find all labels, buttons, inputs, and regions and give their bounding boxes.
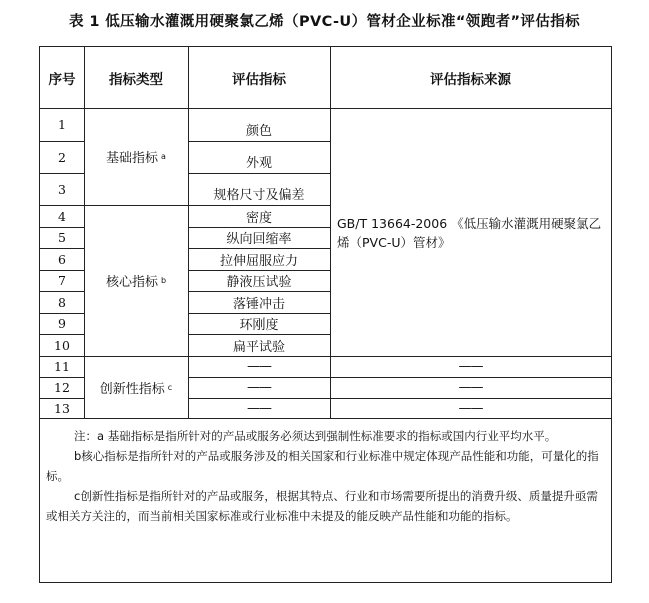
note-b: b核心指标是指所针对的产品或服务涉及的相关国家和行业标准中规定体现产品性能和功能，可量化的指标。 <box>46 449 599 483</box>
footnote-mark: c <box>167 382 173 392</box>
row-number: 13 <box>54 400 70 416</box>
row-number: 10 <box>54 337 70 353</box>
row-number: 6 <box>58 251 66 267</box>
indicator-item: 规格尺寸及偏差 <box>213 188 305 203</box>
row-number: 7 <box>58 273 66 288</box>
group-innovative <box>84 356 188 418</box>
row-number: 5 <box>58 230 66 245</box>
indicator-item: 密度 <box>245 210 272 226</box>
row-number: 12 <box>54 380 70 395</box>
indicator-placeholder: —— <box>247 359 271 374</box>
source-placeholder: —— <box>458 359 483 374</box>
source-standard: GB/T 13664-2006 《低压输水灌溉用硬聚氯乙烯（PVC-U）管材》 <box>337 216 602 250</box>
indicator-item: 扁平试验 <box>232 339 285 355</box>
group-label: 基础指标 <box>106 151 159 166</box>
indicator-placeholder: —— <box>247 400 271 416</box>
row-number: 8 <box>58 294 66 310</box>
row-number: 2 <box>58 149 66 165</box>
header-source: 评估指标来源 <box>430 71 511 88</box>
group-core <box>84 205 188 356</box>
notes-divider <box>40 418 611 419</box>
footnote-mark: b <box>160 276 167 285</box>
indicator-item: 落锤冲击 <box>232 296 285 312</box>
source-placeholder: —— <box>458 400 483 416</box>
note-c: c创新性指标是指所针对的产品或服务，根据其特点、行业和市场需要所提出的消费升级、质量提升亟需或相关方关注的，而当前相关国家标准或行业标准中未提及的能反映产品性能和功能的指标。 <box>46 489 598 523</box>
indicator-item: 颜色 <box>245 124 272 139</box>
source-placeholder: —— <box>458 380 483 395</box>
group-basic <box>84 108 188 205</box>
group-label: 创新性指标 <box>99 381 165 397</box>
evaluation-table <box>39 46 612 583</box>
header-indicator: 评估指标 <box>232 71 286 88</box>
indicator-item: 拉伸屈服应力 <box>219 253 298 269</box>
header-seq: 序号 <box>48 71 76 88</box>
indicator-item: 外观 <box>245 156 272 171</box>
row-number: 1 <box>58 117 66 132</box>
row-number: 4 <box>58 208 66 224</box>
note-a: 注：a 基础指标是指所针对的产品或服务必须达到强制性标准要求的指标或国内行业平均水平。 <box>74 429 557 443</box>
row-number: 3 <box>58 181 66 197</box>
group-label: 核心指标 <box>105 275 158 290</box>
row-number: 11 <box>54 359 70 374</box>
table-notes <box>46 426 608 526</box>
table-title: 表 1 低压输水灌溉用硬聚氯乙烯（PVC-U）管材企业标准“领跑者”评估指标 <box>68 14 581 30</box>
row-number: 9 <box>58 316 66 331</box>
indicator-item: 环刚度 <box>239 318 279 333</box>
indicator-item: 静液压试验 <box>226 275 292 290</box>
header-type: 指标类型 <box>109 71 163 88</box>
indicator-item: 纵向回缩率 <box>226 232 292 247</box>
indicator-placeholder: —— <box>247 380 271 395</box>
footnote-mark: a <box>161 152 166 161</box>
